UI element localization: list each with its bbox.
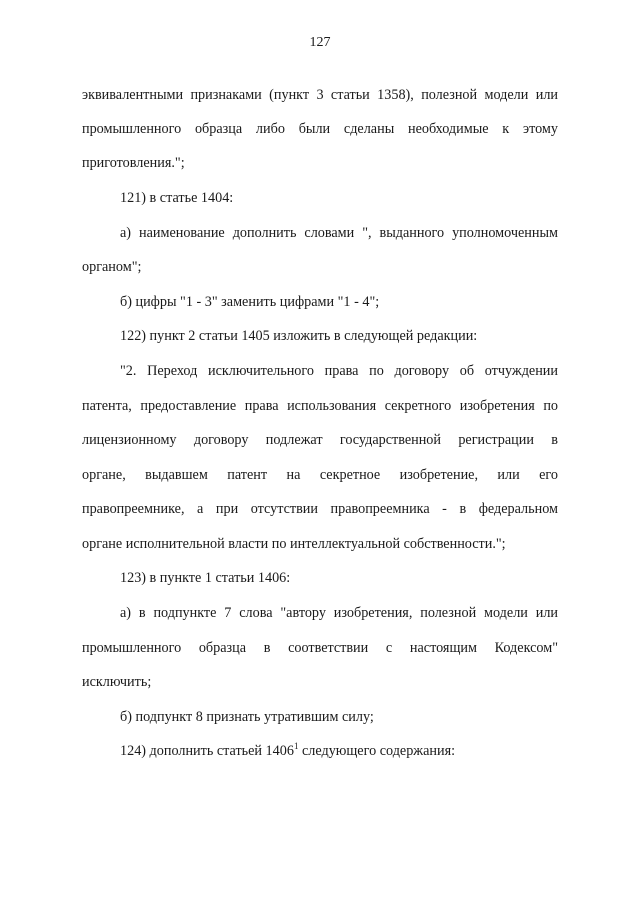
superscript: 1 [293, 741, 299, 751]
text-fragment: следующего содержания: [301, 743, 456, 759]
text-line: 121) в статье 1404: [120, 190, 234, 206]
text-line: правопреемнике, а при отсутствии правопреемника - в федеральном [82, 501, 558, 517]
text-fragment: 124) дополнить статьей 1406 [120, 743, 294, 759]
text-line: б) подпункт 8 признать утратившим силу; [120, 709, 374, 725]
text-line: 123) в пункте 1 статьи 1406: [120, 570, 291, 586]
text-line: а) наименование дополнить словами ", выданного уполномоченным [120, 225, 558, 241]
text-line: эквивалентными признаками (пункт 3 статьи 1358), полезной модели или [82, 87, 558, 103]
text-line: 122) пункт 2 статьи 1405 изложить в следующей редакции: [120, 328, 478, 344]
text-line: органом"; [82, 259, 142, 275]
text-line: промышленного образца в соответствии с настоящим Кодексом" [82, 640, 558, 656]
text-line: патента, предоставление права использования секретного изобретения по [82, 398, 558, 414]
text-line: органе исполнительной власти по интеллектуальной собственности."; [82, 536, 506, 552]
text-line: приготовления."; [82, 155, 185, 171]
page-number: 127 [309, 35, 331, 50]
text-line: б) цифры "1 - 3" заменить цифрами "1 - 4"; [120, 294, 380, 310]
text-line: органе, выдавшем патент на секретное изобретение, или его [82, 467, 558, 483]
text-line: лицензионному договору подлежат государственной регистрации в [82, 432, 558, 448]
text-line: исключить; [82, 674, 152, 690]
text-line [120, 742, 558, 760]
text-line: а) в подпункте 7 слова "автору изобретения, полезной модели или [120, 605, 558, 621]
text-line: "2. Переход исключительного права по договору об отчуждении [120, 363, 558, 379]
text-line: промышленного образца либо были сделаны необходимые к этому [82, 121, 558, 137]
